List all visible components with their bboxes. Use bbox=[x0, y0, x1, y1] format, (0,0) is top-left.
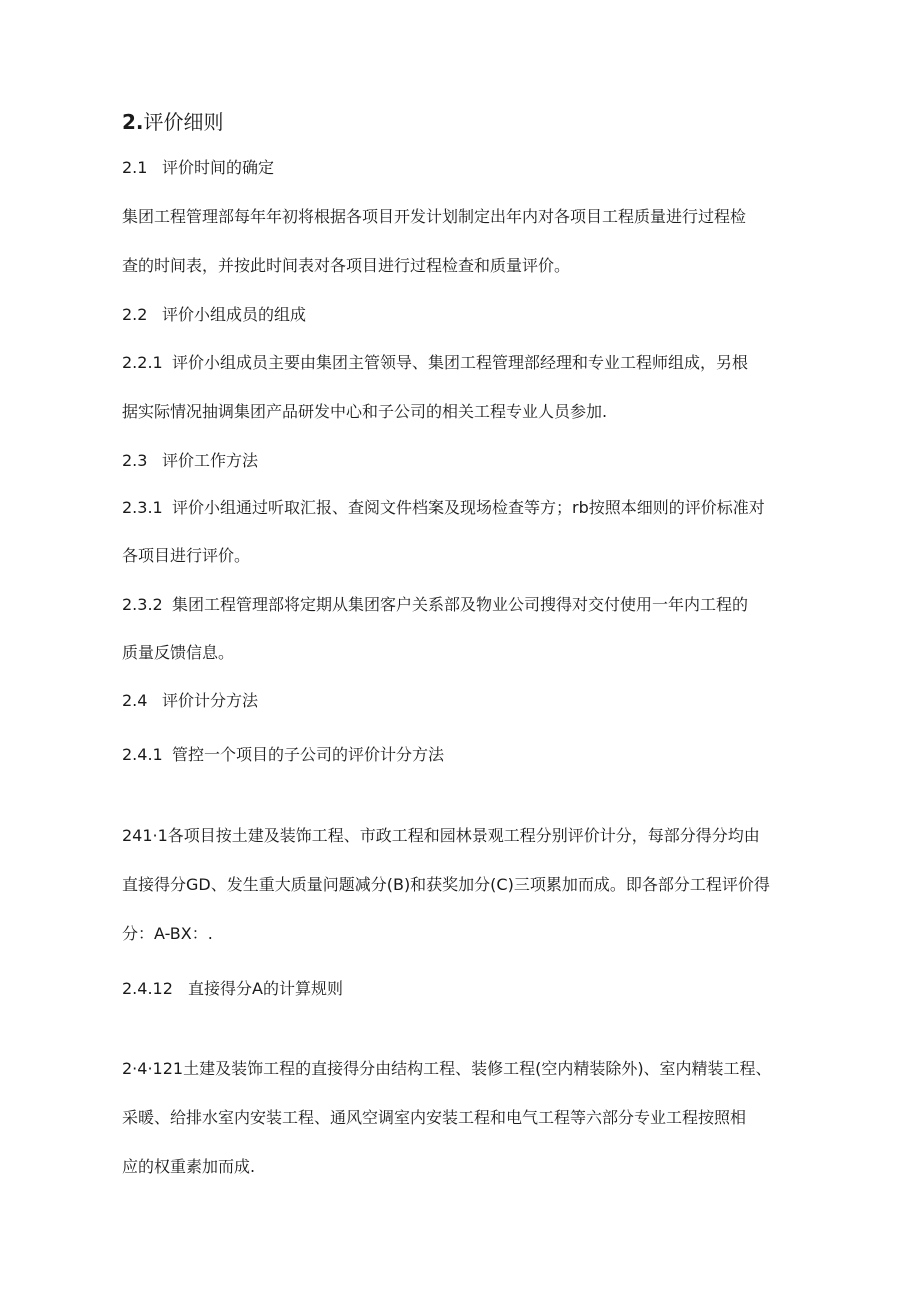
paragraph-line: 据实际情况抽调集团产品研发中心和子公司的相关工程专业人员参加. bbox=[122, 402, 608, 421]
clause-2-3-2 bbox=[122, 595, 748, 615]
paragraph-line: 评价小组成员主要由集团主管领导、集团工程管理部经理和专业工程师组成，另根 bbox=[172, 353, 749, 372]
paragraph-line: 评价小组通过听取汇报、查阅文件档案及现场检查等方；rb按照本细则的评价标准对 bbox=[172, 498, 765, 517]
subsection-number: 2.4 bbox=[122, 691, 148, 710]
section-heading-number: 2. bbox=[122, 110, 144, 134]
subsection-title: 评价小组成员的组成 bbox=[162, 305, 307, 324]
clause-number: 2.4.12 bbox=[122, 979, 173, 998]
subsection-2-4 bbox=[122, 691, 258, 711]
subsection-title: 评价计分方法 bbox=[162, 691, 259, 710]
clause-title: 管控一个项目的子公司的评价计分方法 bbox=[172, 745, 445, 764]
clause-number: 2.3.1 bbox=[122, 498, 163, 517]
clause-2-3-1 bbox=[122, 498, 765, 518]
paragraph-line: 直接得分GD、发生重大质量问题减分(B)和获奖加分(C)三项累加而成。即各部分工程评价得 bbox=[122, 875, 770, 894]
clause-2-4-12 bbox=[122, 979, 343, 999]
paragraph-line: 应的权重素加而成. bbox=[122, 1157, 256, 1176]
paragraph-line: 241·1各项目按土建及装饰工程、市政工程和园林景观工程分别评价计分，每部分得分均由 bbox=[122, 826, 760, 845]
section-heading-title: 评价细则 bbox=[143, 110, 224, 134]
section-heading bbox=[122, 109, 224, 135]
clause-number: 2.4.1 bbox=[122, 745, 163, 764]
subsection-number: 2.2 bbox=[122, 305, 148, 324]
subsection-2-2 bbox=[122, 305, 306, 325]
paragraph-line: 集团工程管理部每年年初将根据各项目开发计划制定出年内对各项目工程质量进行过程检 bbox=[122, 207, 747, 226]
subsection-title: 评价时间的确定 bbox=[162, 158, 275, 177]
subsection-title: 评价工作方法 bbox=[162, 451, 259, 470]
clause-2-4-1 bbox=[122, 745, 444, 765]
clause-2-2-1 bbox=[122, 353, 748, 373]
subsection-number: 2.3 bbox=[122, 451, 148, 470]
paragraph-line: 查的时间表，并按此时间表对各项目进行过程检查和质量评价。 bbox=[122, 256, 571, 275]
paragraph-line: 2·4·121土建及装饰工程的直接得分由结构工程、装修工程(空内精装除外)、室内精装工程、 bbox=[122, 1059, 772, 1078]
clause-title: 直接得分A的计算规则 bbox=[188, 979, 343, 998]
clause-number: 2.3.2 bbox=[122, 595, 163, 614]
paragraph-line: 分：A-BX：. bbox=[122, 924, 213, 943]
paragraph-line: 各项目进行评价。 bbox=[122, 546, 251, 565]
subsection-2-3 bbox=[122, 451, 258, 471]
paragraph-line: 质量反馈信息。 bbox=[122, 643, 235, 662]
paragraph-line: 集团工程管理部将定期从集团客户关系部及物业公司搜得对交付使用一年内工程的 bbox=[172, 595, 749, 614]
subsection-2-1 bbox=[122, 158, 274, 178]
paragraph-line: 采暖、给排水室内安装工程、通风空调室内安装工程和电气工程等六部分专业工程按照相 bbox=[122, 1108, 747, 1127]
clause-number: 2.2.1 bbox=[122, 353, 163, 372]
subsection-number: 2.1 bbox=[122, 158, 148, 177]
